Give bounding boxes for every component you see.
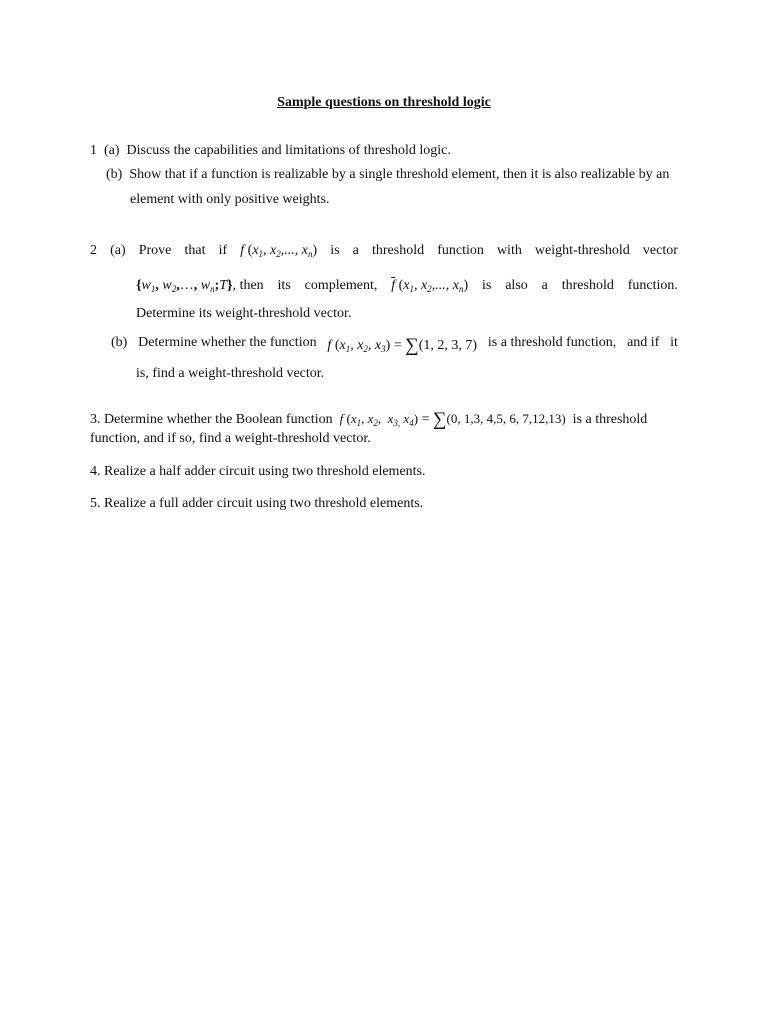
question-1-b-text-1: Show that if a function is realizable by a single threshold element, then it is also realizable by an: [129, 167, 670, 182]
question-1-part-b: [106, 168, 669, 182]
question-1-a-label: (a): [104, 143, 120, 158]
question-2-a-text-3: Determine its weight-threshold vector.: [136, 306, 352, 321]
question-1-number: 1: [90, 143, 97, 158]
word: , then: [232, 278, 264, 293]
word: is: [482, 278, 492, 293]
question-2-a-label: (a): [110, 243, 126, 258]
question-2-b-text-2: is, find a weight-threshold vector.: [136, 366, 325, 381]
word: also: [505, 278, 528, 293]
question-3-text-2: function, and if so, find a weight-threshold vector.: [90, 431, 371, 446]
minterm-set: (0, 1,3, 4,5, 6, 7,12,13): [446, 411, 566, 426]
complement-function: $\overline{f}$ ($x_1$, $x_2$,..., $x_n$): [391, 278, 469, 294]
word: and if: [627, 335, 660, 350]
question-5: 5. Realize a full adder circuit using two threshold elements.: [90, 496, 424, 511]
word: with: [496, 243, 522, 258]
word: is a threshold function,: [487, 335, 617, 350]
word: Prove: [138, 243, 172, 258]
minterm-set: (1, 2, 3, 7): [418, 338, 478, 353]
page-title: Sample questions on threshold logic: [277, 95, 491, 110]
question-2-a-line-2: [136, 279, 678, 293]
sigma-icon: ∑: [405, 335, 419, 356]
question-3-text: 3. Determine whether the Boolean function: [90, 412, 333, 427]
word: threshold: [561, 278, 614, 293]
word: Determine whether the function: [138, 335, 317, 350]
function-f-xn: f ($x_1$, $x_2$,..., $x_n$): [240, 243, 318, 259]
question-1-b-text-2: element with only positive weights.: [130, 192, 330, 207]
function-f-x4: f ($x_1$, $x_2$, $x_{3,}$ $x_4$): [339, 411, 419, 428]
word: weight-threshold: [534, 243, 630, 258]
question-1-b-label: (b): [106, 167, 123, 182]
word: its: [277, 278, 291, 293]
weight-vector: {$w_1$, $w_2,\dots$, $w_n;T$}, then: [136, 278, 264, 294]
question-2-a-line-1: [90, 244, 678, 258]
word: if: [218, 243, 228, 258]
question-2-b-label: (b): [111, 335, 128, 350]
function-f-x3: f ($x_1$, $x_2$, $x_3) = \sum(1$, 2, 3, 7): [327, 335, 478, 356]
word: vector: [642, 243, 678, 258]
word: it: [670, 335, 678, 350]
word: function.: [627, 278, 678, 293]
word: a: [541, 278, 548, 293]
word: function: [437, 243, 484, 258]
word: a: [352, 243, 359, 258]
question-1-part-a: [90, 144, 451, 158]
question-2-b-line-1: [111, 336, 678, 355]
question-3-text-end: is a threshold: [572, 412, 648, 427]
question-4: 4. Realize a half adder circuit using two threshold elements.: [90, 464, 426, 479]
word: is: [330, 243, 340, 258]
word: threshold: [371, 243, 425, 258]
word: that: [184, 243, 206, 258]
question-1-a-text: Discuss the capabilities and limitations of threshold logic.: [126, 143, 451, 158]
question-3-line-1: 3. Determine whether the Boolean function f ($x_1$, $x_2$, $x_{3,}$ $x_4) = \sum(0$, 1,3, 4,5, 6, 7,12,13) is a threshold: [90, 409, 648, 430]
question-2-number: 2: [90, 243, 97, 258]
word: complement,: [304, 278, 378, 293]
sigma-icon: ∑: [432, 409, 447, 430]
